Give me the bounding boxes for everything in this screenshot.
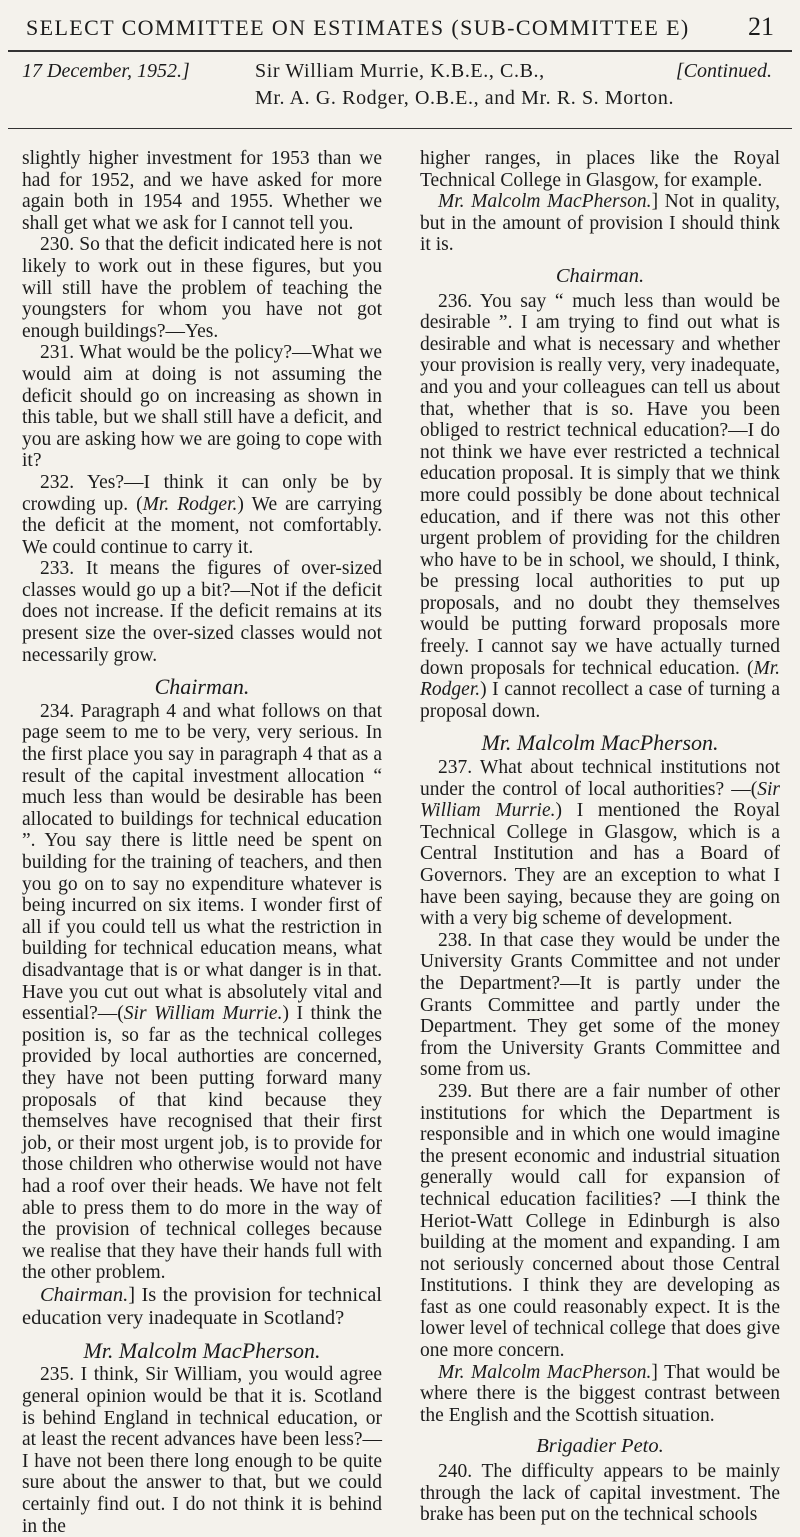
question-237-speaker: Sir William Murrie. <box>420 778 780 822</box>
question-234-answer: ) I think the position is, so far as the technical colleges provided by local authorties are concerned, they have not been putting forward many proposals of that kind because they themselves have recognised that their first job, or their most urgent job, is to provide for those children who otherwise would not have had a roof over their heads. We have not felt able to press them to do more in the way of the provision of technical colleges because we realise that they have their hands full with the other problem. <box>22 1003 382 1284</box>
question-237-answer: ) I mentioned the Royal Technical College in Glasgow, which is a Central Institution and has a Board of Governors. They are an exception to what I have been saying, because they are going on with a very big scheme of development. <box>420 800 781 930</box>
sitting-date: 17 December, 1952.] <box>22 60 190 82</box>
question-231: 231. What would be the policy?—What we would aim at doing is not assuming the deficit should go on increasing as shown in this table, but we shall still have a deficit, and you are asking how we are going to cope with it? <box>22 342 382 472</box>
header-rule-top <box>8 50 792 52</box>
header-rule-bottom <box>8 128 792 129</box>
question-236-speaker: Mr. Rodger. <box>420 657 780 701</box>
question-236 <box>420 291 780 723</box>
question-235: 235. I think, Sir William, you would agree general opinion would be that it is. Scotland is behind England in technical education, or at least the recent advances have been less?—I have not been there long enough to be quite sure about the answer to that, but we could certainly find out. I do not think it is behind in the <box>22 1364 382 1537</box>
question-232-answer: ) We are carrying the deficit at the moment, not comfortably. We could continue to carry it. <box>22 493 382 558</box>
paragraph-continued: higher ranges, in places like the Royal Technical College in Glasgow, for example. <box>420 148 780 191</box>
witnesses-line-1: Sir William Murrie, K.B.E., C.B., <box>255 60 545 82</box>
question-232-speaker: Mr. Rodger. <box>142 493 238 515</box>
page-number: 21 <box>748 12 774 41</box>
macpherson-interjection-2-speaker: Mr. Malcolm MacPherson. <box>438 1361 652 1383</box>
continued-label: [Continued. <box>675 60 772 82</box>
chairman-interjection-text: ] Is the provision for technical education very inadequate in Scotland? <box>22 1283 382 1329</box>
question-236-answer: ) I cannot recollect a case of turning a proposal down. <box>420 679 780 722</box>
question-236-text: 236. You say “ much less than would be desirable ”. I am trying to find out what is desirable and what is necessary and whether your provision is really very, very inadequate, and you and your colleagues can tell us about that, whether that is so. Have you been obliged to restrict technical education?—I do not think we have ever restricted a technical education proposal. It is simply that we think more could possibly be done about technical education, and if there was not this other urgent problem of providing for the children who have to be in school, we should, I think, be pressing local authorities to put up proposals, and no doubt they themselves would be putting forward proposals more freely. I cannot say we have actually turned down proposals for technical education. ( <box>420 290 780 679</box>
speaker-heading: Mr. Malcolm MacPherson. <box>481 730 719 756</box>
running-head-title: SELECT COMMITTEE ON ESTIMATES (SUB-COMMITTEE E) <box>26 15 690 40</box>
speaker-heading: Mr. Malcolm MacPherson. <box>83 1337 321 1363</box>
question-239: 239. But there are a fair number of other institutions for which the Department is responsible and in which one would imagine the present economic and industrial situation generally would call for expansion of technical education facilities? —I think the Heriot-Watt College in Edinburgh is also building at the moment and expanding. I am not seriously concerned about those Central Institutions. I think they are developing as fast as one could reasonably expect. It is the lower level of technical college that does give one more concern. <box>420 1080 780 1362</box>
question-238: 238. In that case they would be under the University Grants Committee and not under the Department?—It is partly under the Grants Committee and partly under the Department. They get some of the money from the University Grants Committee and some from us. <box>420 929 780 1081</box>
speaker-heading: Brigadier Peto. <box>536 1435 664 1458</box>
question-240: 240. The difficulty appears to be mainly through the lack of capital investment. The brake has been put on the technical schools <box>420 1461 780 1526</box>
text-columns <box>22 148 780 1537</box>
witnesses-line-2: Mr. A. G. Rodger, O.B.E., and Mr. R. S. Morton. <box>255 87 675 109</box>
paragraph-continued: slightly higher investment for 1953 than we had for 1952, and we have asked for more again both in 1954 and 1955. Whether we shall get what we ask for I cannot tell you. <box>22 148 382 234</box>
question-233: 233. It means the figures of over-sized classes would go up a bit?—Not if the deficit does not increase. If the deficit remains at its present size the over-sized classes would not necessarily grow. <box>22 558 382 666</box>
question-232 <box>22 472 382 558</box>
question-234 <box>22 701 382 1284</box>
question-230: 230. So that the deficit indicated here is not likely to work out in these figures, but you will still have the problem of teaching the youngsters for whom you have not got enough buildings?—Yes. <box>22 234 382 342</box>
question-237-text: 237. What about technical institutions not under the control of local authorities? —( <box>420 757 780 800</box>
macpherson-interjection-speaker: Mr. Malcolm MacPherson. <box>438 191 652 213</box>
question-234-text: 234. Paragraph 4 and what follows on that page seem to me to be very, very serious. In the first place you say in paragraph 4 that as a result of the capital investment allocation “ much less than would be desirable has been allocated to buildings for technical education ”. You say there is little need be spent on building for the training of teachers, and then you go on to say no expenditure whatever is being incurred on six items. I wonder first of all if you could tell us what the restriction in building for technical education means, what disadvantage that is or what danger is in that. Have you cut out what is absolutely vital and essential?—( <box>22 700 382 1025</box>
macpherson-interjection-text: ] Not in quality, but in the amount of provision I should think it is. <box>420 191 780 256</box>
question-234-speaker: Sir William Murrie. <box>123 1003 283 1025</box>
macpherson-interjection-2-text: ] That would be where there is the biggest contrast between the English and the Scottish situation. <box>420 1361 780 1426</box>
question-232-text: 232. Yes?—I think it can only be by crowding up. ( <box>22 471 382 515</box>
right-column <box>420 148 780 1537</box>
speaker-heading: Chairman. <box>555 264 645 287</box>
question-237 <box>420 757 780 930</box>
chairman-interjection-speaker: Chairman. <box>40 1283 129 1306</box>
running-head <box>26 12 774 42</box>
speaker-heading: Chairman. <box>154 674 250 700</box>
chairman-interjection <box>22 1284 382 1330</box>
macpherson-interjection-2 <box>420 1362 780 1427</box>
macpherson-interjection <box>420 191 780 256</box>
left-column <box>22 148 382 1537</box>
